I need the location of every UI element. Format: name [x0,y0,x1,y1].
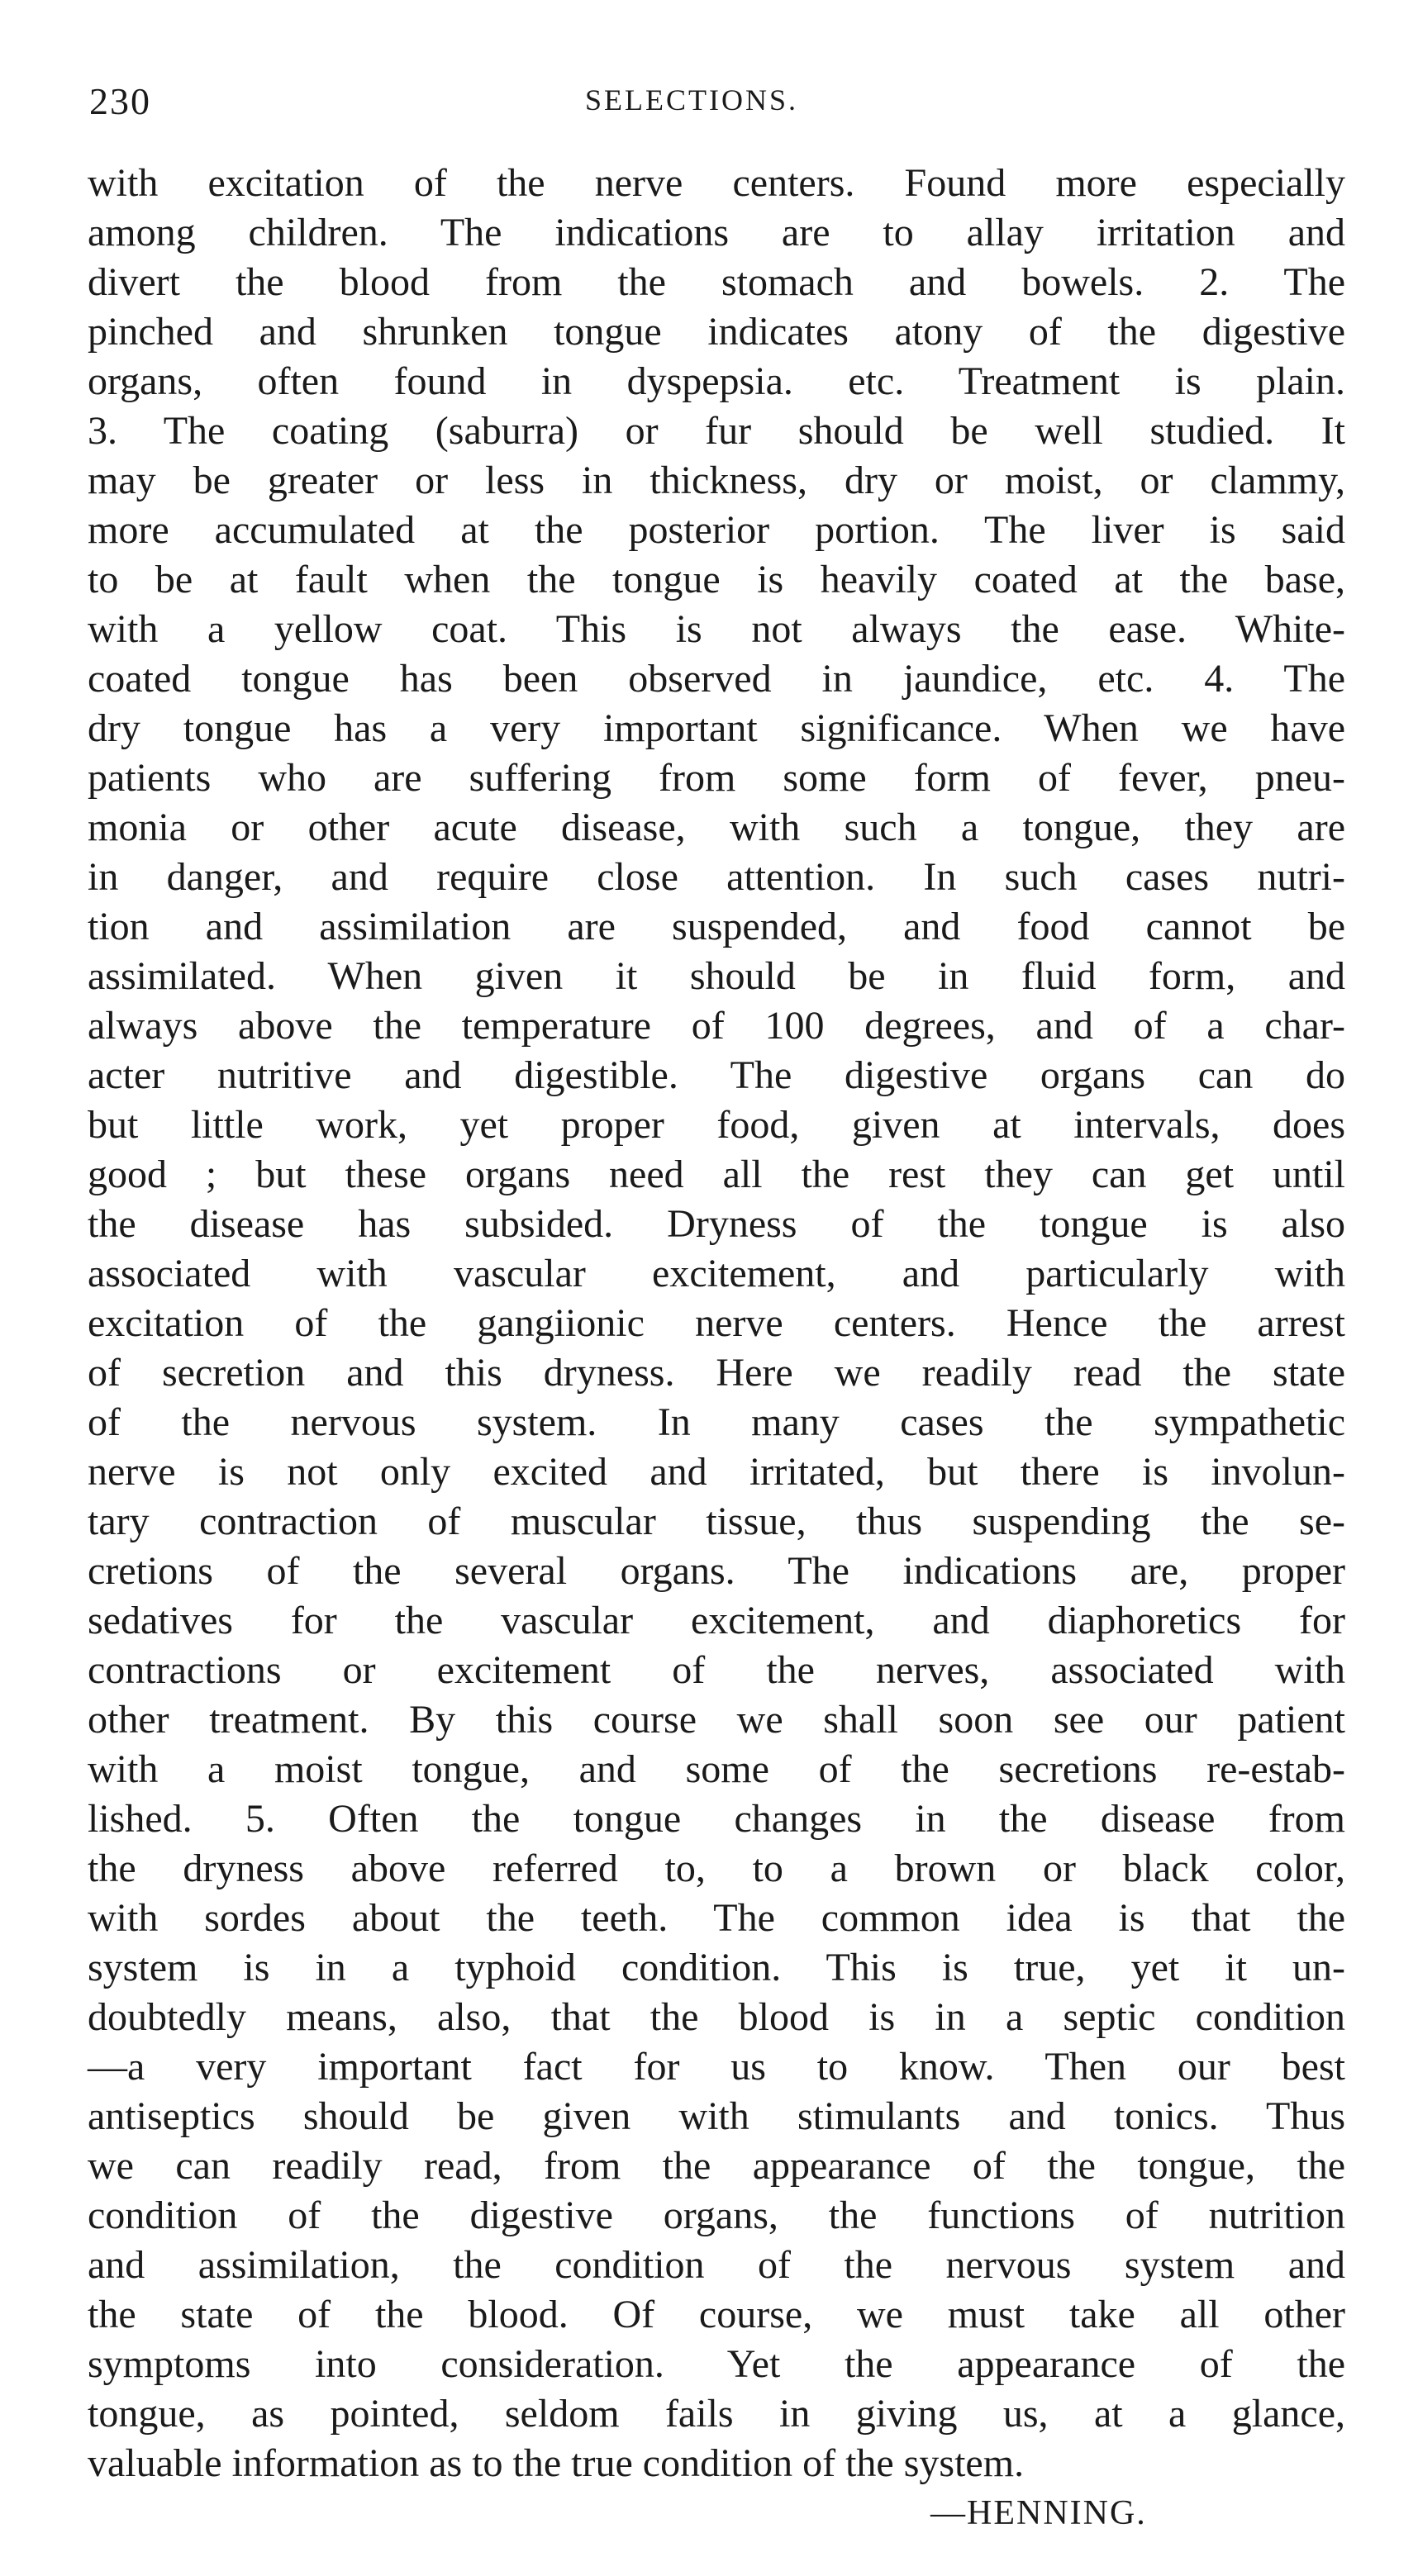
text-line: acter nutritive and digestible. The digestive organs can do [88,1053,1345,1097]
text-line: and assimilation, the condition of the nervous system and [88,2243,1345,2287]
text-line: patients who are suffering from some form of fever, pneu- [88,756,1345,800]
text-line: tary contraction of muscular tissue, thus suspending the se- [88,1499,1345,1543]
text-line: but little work, yet proper food, given at intervals, does [88,1103,1345,1147]
text-line: symptoms into consideration. Yet the appearance of the [88,2342,1345,2386]
text-line: the state of the blood. Of course, we must take all other [88,2293,1345,2336]
body-text [88,159,1345,2488]
text-line: coated tongue has been observed in jaundice, etc. 4. The [88,657,1345,701]
running-head: SELECTIONS. [585,83,798,116]
text-line: good ; but these organs need all the rest they can get until [88,1153,1345,1196]
text-line: tongue, as pointed, seldom fails in giving us, at a glance, [88,2392,1345,2436]
text-line: contractions or excitement of the nerves, associated with [88,1648,1345,1692]
text-line: other treatment. By this course we shall soon see our patient [88,1698,1345,1742]
text-line: the disease has subsided. Dryness of the tongue is also [88,1202,1345,1246]
text-line: among children. The indications are to allay irritation and [88,211,1345,254]
text-line: dry tongue has a very important significance. When we have [88,706,1345,750]
text-line: nerve is not only excited and irritated, but there is involun- [88,1450,1345,1494]
text-line: sedatives for the vascular excitement, and diaphoretics for [88,1599,1345,1642]
text-line: assimilated. When given it should be in fluid form, and [88,954,1345,998]
text-line: divert the blood from the stomach and bowels. 2. The [88,260,1345,304]
text-line: more accumulated at the posterior portion. The liver is said [88,508,1345,552]
text-line: valuable information as to the true condition of the system. [88,2441,1025,2485]
text-line: condition of the digestive organs, the functions of nutrition [88,2193,1345,2237]
text-line: —a very important fact for us to know. Then our best [88,2045,1345,2089]
text-line: always above the temperature of 100 degrees, and of a char- [88,1004,1345,1048]
text-line: of the nervous system. In many cases the sympathetic [88,1400,1345,1444]
text-line: antiseptics should be given with stimulants and tonics. Thus [88,2094,1345,2138]
text-line: excitation of the gangiionic nerve centers. Hence the arrest [88,1301,1345,1345]
text-line: pinched and shrunken tongue indicates atony of the digestive [88,310,1345,354]
text-line: with sordes about the teeth. The common idea is that the [88,1896,1345,1940]
text-line: in danger, and require close attention. In such cases nutri- [88,855,1345,899]
page-header [89,79,1345,129]
text-line: lished. 5. Often the tongue changes in the disease from [88,1797,1345,1841]
text-line: to be at fault when the tongue is heavily coated at the base, [88,558,1345,601]
text-line: associated with vascular excitement, and particularly with [88,1252,1345,1295]
text-line: organs, often found in dyspepsia. etc. Treatment is plain. [88,359,1345,403]
text-line: we can readily read, from the appearance of the tongue, the [88,2144,1345,2188]
page-number: 230 [89,80,151,122]
text-line: with excitation of the nerve centers. Found more especially [88,161,1345,205]
text-line: doubtedly means, also, that the blood is in a septic condition [88,1995,1345,2039]
text-line: the dryness above referred to, to a brown or black color, [88,1846,1345,1890]
text-line: tion and assimilation are suspended, and food cannot be [88,905,1345,948]
text-line: with a yellow coat. This is not always the ease. White- [88,607,1345,651]
text-line: of secretion and this dryness. Here we readily read the state [88,1351,1345,1395]
author-signature: —HENNING. [930,2494,1147,2532]
text-line: 3. The coating (saburra) or fur should be well studied. It [88,409,1345,453]
text-line: with a moist tongue, and some of the secretions re-estab- [88,1747,1345,1791]
text-line: may be greater or less in thickness, dry or moist, or clammy, [88,459,1345,502]
text-line: system is in a typhoid condition. This is true, yet it un- [88,1946,1345,1989]
text-line: cretions of the several organs. The indications are, proper [88,1549,1345,1593]
text-line: monia or other acute disease, with such a tongue, they are [88,806,1345,849]
